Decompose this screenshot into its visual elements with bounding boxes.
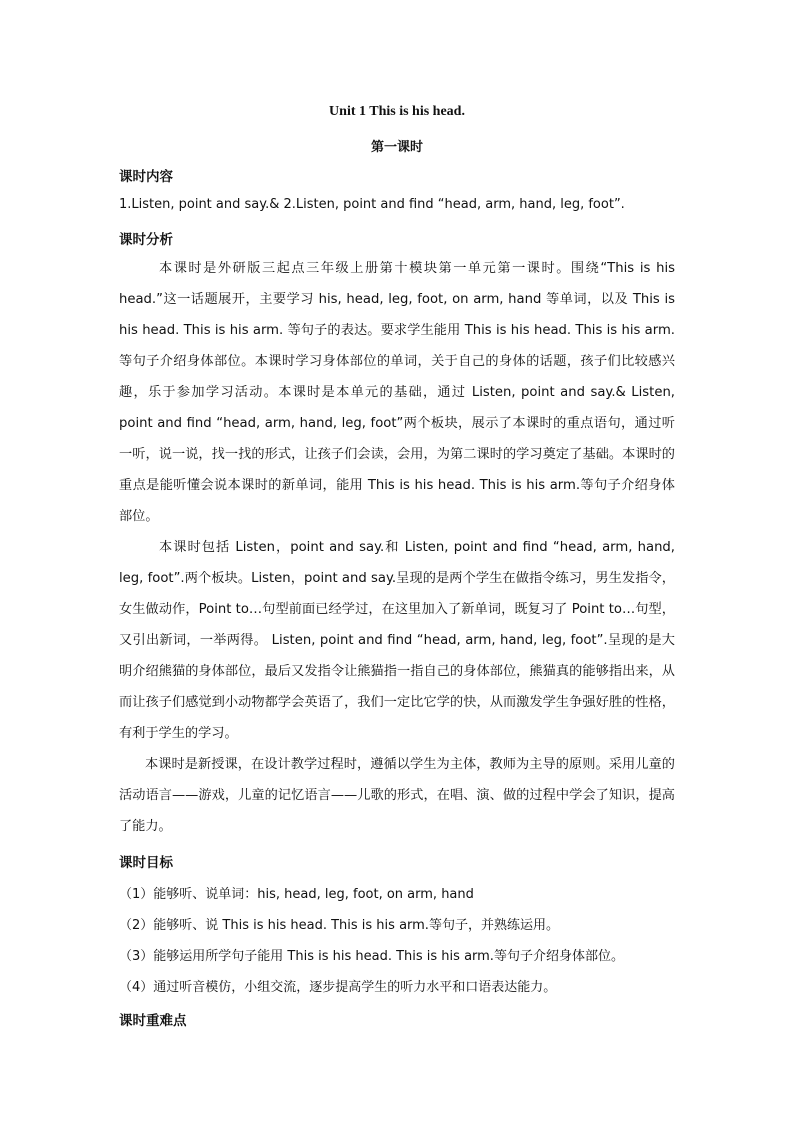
heading-keypoints: 课时重难点	[119, 1013, 187, 1029]
analysis-body	[119, 253, 675, 842]
content-text: 1.Listen, point and say.& 2.Listen, point and find “head, arm, hand, leg, foot”.	[119, 197, 625, 212]
analysis-paragraph-1: 本课时是外研版三起点三年级上册第十模块第一单元第一课时。围绕“This is his head.”这一话题展开，主要学习 his, head, leg, foot, on arm, hand 等单词，以及 This is his head. This is his arm. 等句子的表达。要求学生能用 This is his head. This is his arm.等句子介绍身体部位。本课时学习身体部位的单词，关于自己的身体的话题，孩子们比较感兴趣，乐于参加学习活动。本课时是本单元的基础，通过 Listen, point and say.& Listen, point and find “head, arm, hand, leg, foot”两个板块，展示了本课时的重点语句，通过听一听，说一说，找一找的形式，让孩子们会读，会用，为第二课时的学习奠定了基础。本课时的重点是能听懂会说本课时的新单词，能用 This is his head. This is his arm.等句子介绍身体部位。	[119, 261, 675, 524]
goal-item: （2）能够听、说 This is his head. This is his arm.等句子，并熟练运用。	[119, 918, 559, 933]
goal-item: （1）能够听、说单词：his, head, leg, foot, on arm, hand	[119, 887, 474, 902]
goal-item: （4）通过听音模仿，小组交流，逐步提高学生的听力水平和口语表达能力。	[119, 980, 557, 995]
goal-item: （3）能够运用所学句子能用 This is his head. This is his arm.等句子介绍身体部位。	[119, 949, 624, 964]
lesson-subtitle: 第一课时	[370, 140, 423, 155]
heading-analysis: 课时分析	[119, 232, 173, 248]
analysis-paragraph-3: 本课时是新授课，在设计教学过程时，遵循以学生为主体，教师为主导的原则。采用儿童的活动语言——游戏，儿童的记忆语言——儿歌的形式，在唱、演、做的过程中学会了知识，提高了能力。	[119, 757, 675, 834]
heading-content: 课时内容	[119, 169, 173, 185]
document-title: Unit 1 This is his head.	[329, 104, 465, 119]
analysis-paragraph-2: 本课时包括 Listen，point and say.和 Listen, point and find “head, arm, hand, leg, foot”.两个板块。Listen，point and say.呈现的是两个学生在做指令练习，男生发指令，女生做动作，Point to…句型前面已经学过，在这里加入了新单词，既复习了 Point to…句型，又引出新词，一举两得。 Listen, point and find “head, arm, hand, leg, foot”.呈现的是大明介绍熊猫的身体部位，最后又发指令让熊猫指一指自己的身体部位，熊猫真的能够指出来，从而让孩子们感觉到小动物都学会英语了，我们一定比它学的快，从而激发学生争强好胜的性格，有利于学生的学习。	[119, 540, 675, 741]
heading-goals: 课时目标	[119, 855, 173, 871]
